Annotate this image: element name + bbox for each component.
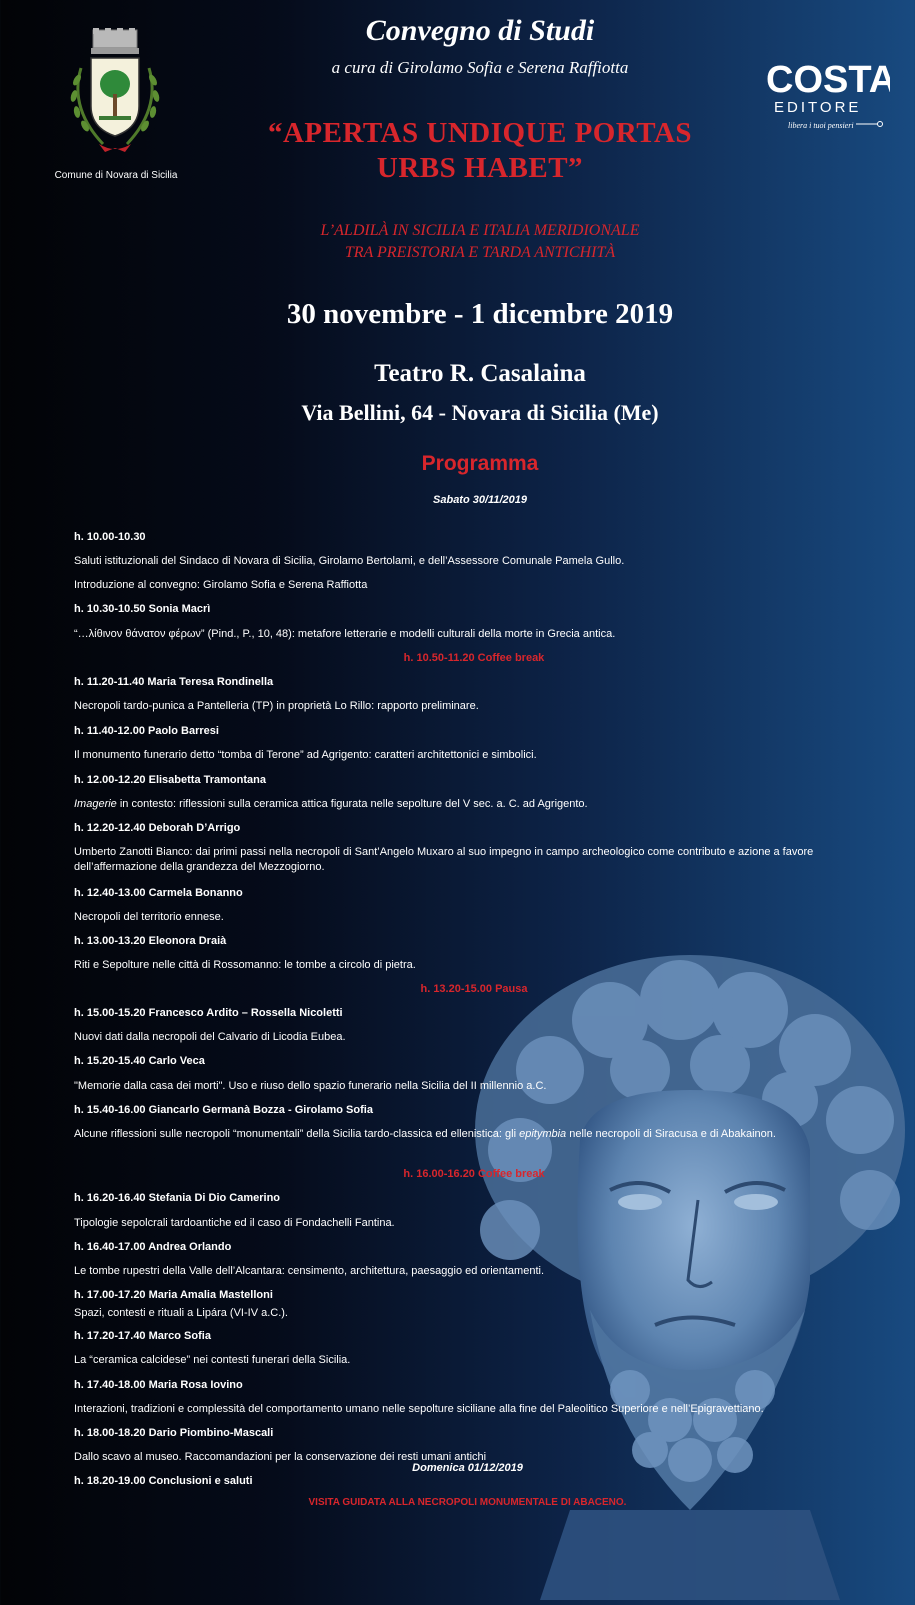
session-8-slot: h. 13.00-13.20 Eleonora Draià bbox=[74, 935, 227, 947]
session-5-description-text: in contesto: riflessioni sulla ceramica attica figurata nelle sepolture del V sec. a. C. ad Agrigento. bbox=[116, 798, 588, 810]
session-1-slot: h. 10.00-10.30 bbox=[74, 531, 146, 543]
session-11-description bbox=[74, 1127, 844, 1142]
session-13-slot: h. 16.40-17.00 Andrea Orlando bbox=[74, 1241, 232, 1253]
session-14-slot: h. 17.00-17.20 Maria Amalia Mastelloni bbox=[74, 1289, 273, 1301]
session-13-description: Le tombe rupestri della Valle dell’Alcantara: censimento, architettura, paesaggio ed orientamenti. bbox=[74, 1265, 545, 1277]
session-10-description: "Memorie dalla casa dei morti". Uso e riuso dello spazio funerario nella Sicilia del II millennio a.C. bbox=[74, 1080, 547, 1092]
program-heading: Programma bbox=[421, 452, 539, 475]
session-5-description-italic: Imagerie bbox=[74, 798, 117, 810]
venue-address: Via Bellini, 64 - Novara di Sicilia (Me) bbox=[301, 400, 659, 425]
session-4-description: Il monumento funerario detto “tomba di Terone” ad Agrigento: caratteri architettonici e simbolici. bbox=[74, 749, 537, 761]
lunch-break: h. 13.20-15.00 Pausa bbox=[420, 983, 528, 995]
subtitle bbox=[200, 220, 760, 264]
coffee-break-2: h. 16.00-16.20 Coffee break bbox=[403, 1168, 545, 1180]
session-17-slot: h. 18.00-18.20 Dario Piombino-Mascali bbox=[74, 1427, 274, 1439]
venue-name: Teatro R. Casalaina bbox=[374, 360, 586, 387]
session-17-description: Dallo scavo al museo. Raccomandazioni per la conservazione dei resti umani antichi bbox=[74, 1451, 487, 1463]
session-1-description: Saluti istituzionali del Sindaco di Novara di Sicilia, Girolamo Bertolami, e dell’Assessore Comunale Pamela Gullo. bbox=[74, 555, 625, 567]
session-3-slot: h. 11.20-11.40 Maria Teresa Rondinella bbox=[74, 676, 274, 688]
session-8-description: Riti e Sepolture nelle città di Rossomanno: le tombe a circolo di pietra. bbox=[74, 959, 416, 971]
session-11-description-italic: epitymbia bbox=[519, 1128, 567, 1140]
session-3-description: Necropoli tardo-punica a Pantelleria (TP) in proprietà Lo Rillo: rapporto preliminare. bbox=[74, 700, 479, 712]
session-6-description: Umberto Zanotti Bianco: dai primi passi nella necropoli di Sant’Angelo Muxaro al suo impegno in campo archeologico come contributo e azione a favore dell’affermazione della grandezza del Mezzogiorno. bbox=[74, 846, 814, 873]
event-title: Convegno di Studi bbox=[365, 14, 595, 47]
day-one-label: Sabato 30/11/2019 bbox=[433, 494, 527, 506]
event-dates: 30 novembre - 1 dicembre 2019 bbox=[286, 298, 674, 330]
subtitle-line-1: L’ALDILÀ IN SICILIA E ITALIA MERIDIONALE bbox=[320, 222, 640, 239]
session-12-slot: h. 16.20-16.40 Stefania Di Dio Camerino bbox=[74, 1192, 281, 1204]
session-5-description bbox=[74, 797, 844, 812]
session-2-description: “…λίθινον θάνατον φέρων” (Pind., P., 10, 48): metafore letterarie e modelli culturali della morte in Grecia antica. bbox=[74, 628, 616, 640]
curators: a cura di Girolamo Sofia e Serena Raffiotta bbox=[331, 58, 629, 77]
session-16-description: Interazioni, tradizioni e complessità del comportamento umano nelle sepolture siciliane alla fine del Paleolitico Superiore e nell’Epigravettiano. bbox=[74, 1403, 764, 1415]
session-6-slot: h. 12.20-12.40 Deborah D’Arrigo bbox=[74, 822, 241, 834]
session-14-description: Spazi, contesti e rituali a Lipára (VI-IV a.C.). bbox=[74, 1307, 288, 1319]
session-11-description-pre: Alcune riflessioni sulle necropoli “monumentali” della Sicilia tardo-classica ed ellenistica: gli bbox=[74, 1128, 520, 1140]
municipality-name: Comune di Novara di Sicilia bbox=[54, 170, 178, 181]
session-5-slot: h. 12.00-12.20 Elisabetta Tramontana bbox=[74, 774, 266, 786]
coffee-break-1: h. 10.50-11.20 Coffee break bbox=[403, 652, 545, 664]
session-15-description: La “ceramica calcidese” nei contesti funerari della Sicilia. bbox=[74, 1354, 351, 1366]
session-7-slot: h. 12.40-13.00 Carmela Bonanno bbox=[74, 887, 243, 899]
municipality-coat-of-arms-logo bbox=[55, 28, 175, 158]
session-11-description-text: nelle necropoli di Siracusa e di Abakainon. bbox=[566, 1128, 776, 1140]
publisher-name: COSTA bbox=[766, 59, 890, 101]
session-16-slot: h. 17.40-18.00 Maria Rosa Iovino bbox=[74, 1379, 243, 1391]
session-7-description: Necropoli del territorio ennese. bbox=[74, 911, 224, 923]
subtitle-line-2: TRA PREISTORIA E TARDA ANTICHITÀ bbox=[344, 244, 616, 261]
session-11-slot: h. 15.40-16.00 Giancarlo Germanà Bozza - Girolamo Sofia bbox=[74, 1104, 373, 1116]
main-title-line-2: URBS HABET” bbox=[376, 152, 584, 184]
publisher-logo bbox=[760, 52, 890, 138]
session-9-slot: h. 15.00-15.20 Francesco Ardito – Rossella Nicoletti bbox=[74, 1007, 343, 1019]
introduction-description: Introduzione al convegno: Girolamo Sofia e Serena Raffiotta bbox=[74, 579, 368, 591]
session-2-slot: h. 10.30-10.50 Sonia Macrì bbox=[74, 603, 211, 615]
session-4-slot: h. 11.40-12.00 Paolo Barresi bbox=[74, 725, 219, 737]
closing-slot: h. 18.20-19.00 Conclusioni e saluti bbox=[74, 1475, 253, 1487]
main-title bbox=[200, 116, 760, 186]
day-two-label: Domenica 01/12/2019 bbox=[412, 1462, 523, 1474]
session-12-description: Tipologie sepolcrali tardoantiche ed il caso di Fondachelli Fantina. bbox=[74, 1217, 395, 1229]
session-9-description: Nuovi dati dalla necropoli del Calvario di Licodia Eubea. bbox=[74, 1031, 346, 1043]
main-title-line-1: “APERTAS UNDIQUE PORTAS bbox=[267, 117, 693, 149]
guided-visit-note: VISITA GUIDATA ALLA NECROPOLI MONUMENTALE DI ABACENO. bbox=[308, 1497, 627, 1508]
publisher-tagline: libera i tuoi pensieri bbox=[788, 121, 854, 130]
publisher-subname: EDITORE bbox=[774, 99, 862, 116]
session-10-slot: h. 15.20-15.40 Carlo Veca bbox=[74, 1055, 205, 1067]
session-15-slot: h. 17.20-17.40 Marco Sofia bbox=[74, 1330, 211, 1342]
